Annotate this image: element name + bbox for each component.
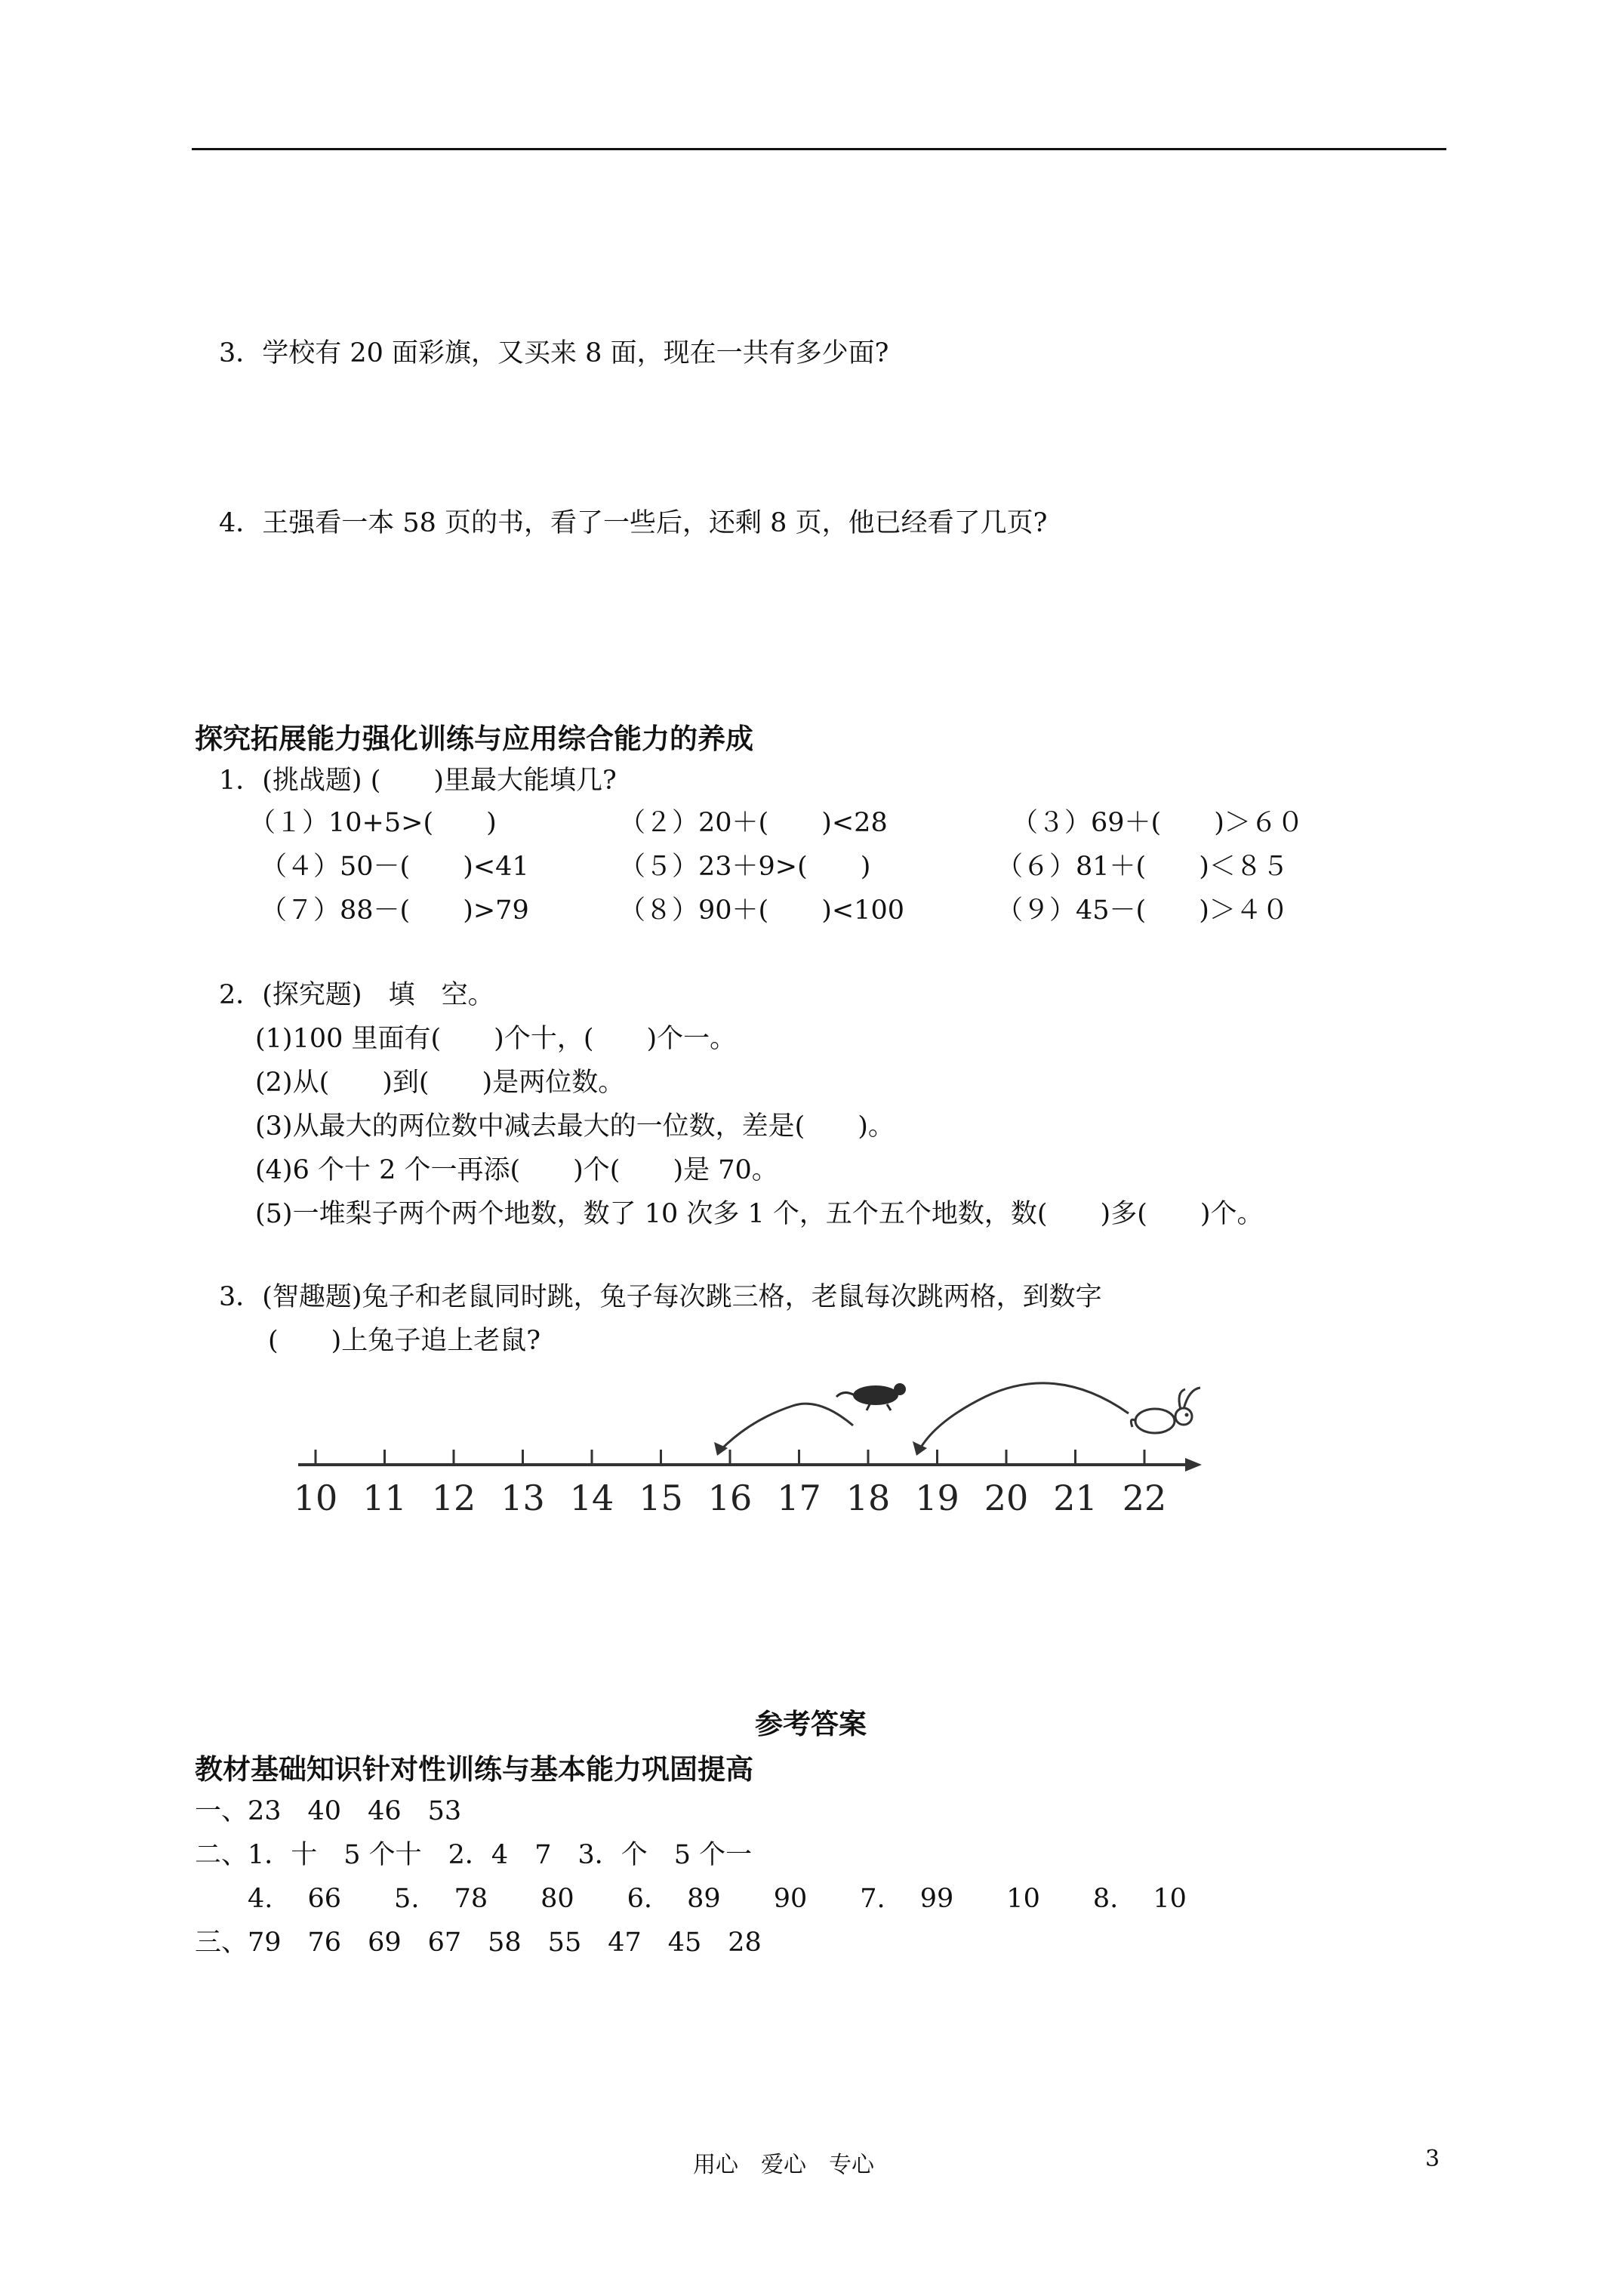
q2-item: (4)6 个十 2 个一再添( )个( )是 70。 [255, 1155, 778, 1185]
q2-title: 2．(探究题) 填 空。 [219, 980, 494, 1010]
q1-item: （６）81＋( )＜８５ [996, 852, 1289, 882]
q1-item: （２）20＋( )<28 [619, 808, 888, 838]
mouse-icon [836, 1383, 906, 1410]
number-line-tick-label: 22 [1122, 1478, 1167, 1518]
mouse-jump-arc [721, 1404, 853, 1450]
q1-item: （１）10+5>( ) [249, 808, 497, 838]
rabbit-icon [1131, 1388, 1200, 1433]
number-line-tick-label: 19 [915, 1478, 959, 1518]
answer-line: 4. 66 5. 78 80 6. 89 90 7. 99 10 8. 10 [195, 1884, 1187, 1914]
q1-item: （９）45－( )＞４０ [996, 895, 1289, 926]
answer-line: 一、23 40 46 53 [195, 1796, 462, 1826]
ticks-group [294, 1450, 1167, 1518]
number-line-tick-label: 14 [569, 1478, 614, 1518]
page-number: 3 [1425, 2146, 1440, 2172]
number-line-tick-label: 11 [362, 1478, 407, 1518]
footer-text: 用心 爱心 专心 [693, 2152, 874, 2178]
q2-item: (5)一堆梨子两个两个地数，数了 10 次多 1 个，五个五个地数，数( )多( )个。 [255, 1199, 1264, 1229]
axis-arrow-head [1185, 1458, 1202, 1472]
number-line-tick-label: 13 [500, 1478, 545, 1518]
section-title-explore: 探究拓展能力强化训练与应用综合能力的养成 [195, 722, 753, 755]
answers-subtitle: 教材基础知识针对性训练与基本能力巩固提高 [195, 1752, 753, 1786]
q3-line2: ( )上兔子追上老鼠? [268, 1326, 541, 1356]
number-line-tick-label: 17 [777, 1478, 821, 1518]
q1-title: 1．(挑战题) ( )里最大能填几? [219, 766, 617, 796]
q1-item: （３）69＋( )＞６０ [1012, 808, 1304, 838]
number-line-tick-label: 12 [431, 1478, 476, 1518]
q3-line1: 3．(智趣题)兔子和老鼠同时跳，兔子每次跳三格，老鼠每次跳两格，到数字 [219, 1282, 1102, 1312]
number-line-tick-label: 16 [707, 1478, 753, 1518]
question-4-top: 4．王强看一本 58 页的书，看了一些后，还剩 8 页，他已经看了几页? [219, 508, 1048, 538]
q2-item: (1)100 里面有( )个十，( )个一。 [255, 1024, 737, 1054]
q2-item: (3)从最大的两位数中减去最大的一位数，差是( )。 [255, 1111, 895, 1142]
number-line-svg [287, 1367, 1223, 1540]
header-rule [192, 148, 1446, 150]
q1-item: （４）50－( )<41 [260, 852, 529, 882]
number-line-tick-label: 18 [845, 1478, 891, 1518]
answer-line: 三、79 76 69 67 58 55 47 45 28 [195, 1928, 762, 1958]
answer-line: 二、1．十 5 个十 2．4 7 3．个 5 个一 [195, 1840, 753, 1870]
q1-item: （８）90＋( )<100 [619, 895, 904, 926]
q1-item: （５）23＋9>( ) [619, 852, 871, 882]
q1-item: （７）88－( )>79 [260, 895, 529, 926]
question-3-top: 3．学校有 20 面彩旗，又买来 8 面，现在一共有多少面? [219, 338, 889, 368]
number-line-tick-label: 15 [639, 1478, 683, 1518]
number-line-tick-label: 10 [293, 1478, 338, 1518]
answers-title: 参考答案 [755, 1707, 867, 1740]
number-line-figure [287, 1367, 1223, 1540]
number-line-tick-label: 20 [984, 1478, 1029, 1518]
q2-item: (2)从( )到( )是两位数。 [255, 1068, 625, 1098]
rabbit-jump-arc [919, 1383, 1129, 1450]
number-line-tick-label: 21 [1053, 1478, 1098, 1518]
rabbit-arrow-head [913, 1441, 927, 1456]
